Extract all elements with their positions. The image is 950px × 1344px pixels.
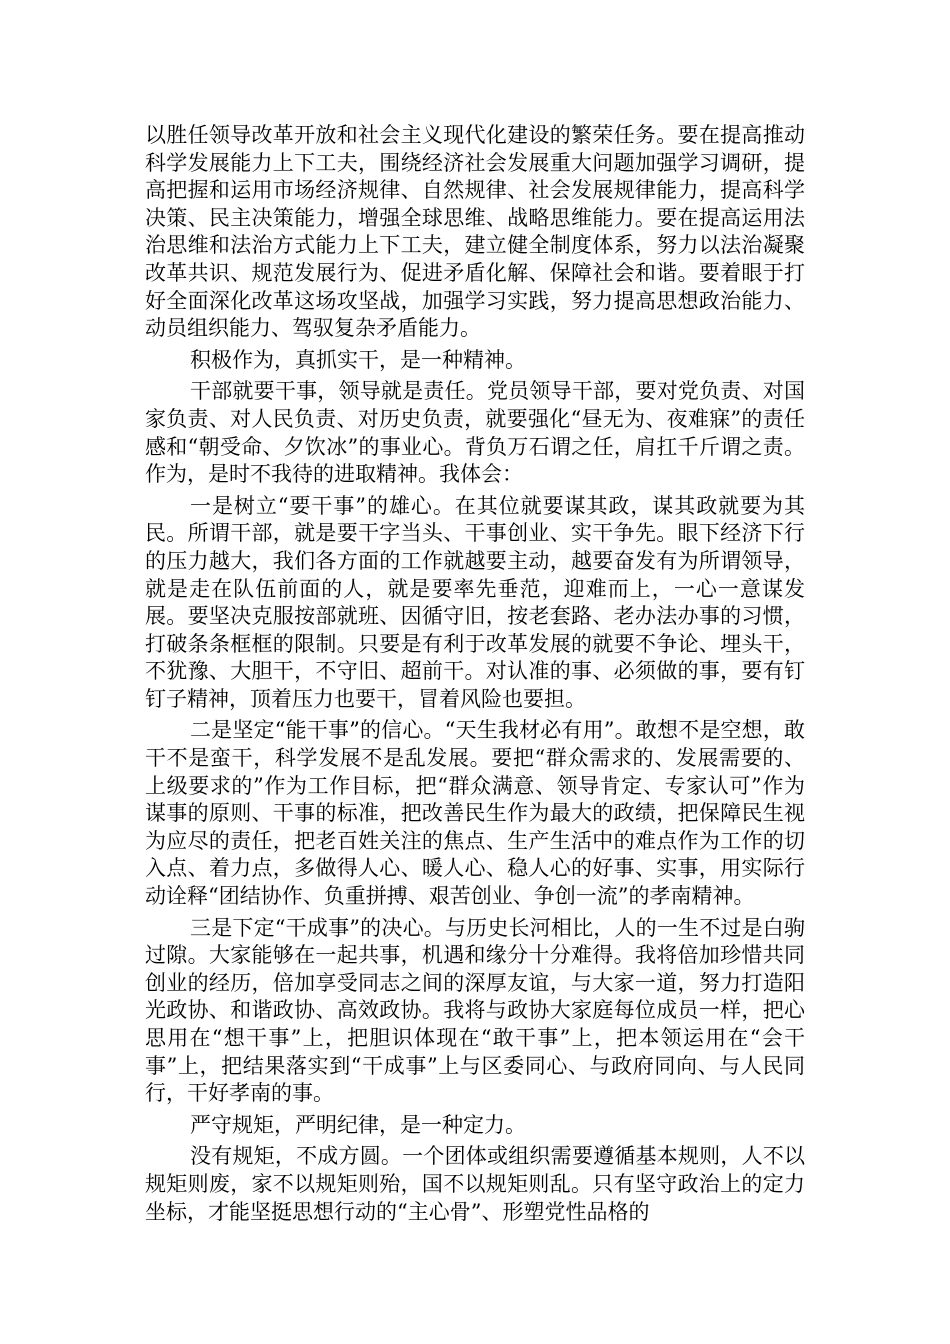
paragraph-4: 一是树立“要干事”的雄心。在其位就要谋其政，谋其政就要为其民。所谓干部，就是要干字当头、干事创业、实干争先。眼下经济下行的压力越大，我们各方面的工作就越要主动，越要奋发有为所谓领导，就是走在队伍前面的人，就是要率先垂范，迎难而上，一心一意谋发展。要坚决克服按部就班、因循守旧，按老套路、老办法办事的习惯，打破条条框框的限制。只要是有利于改革发展的就要不争论、埋头干，不犹豫、大胆干，不守旧、超前干。对认准的事、必须做的事，要有钉钉子精神，顶着压力也要干，冒着风险也要担。	[145, 493, 805, 711]
paragraph-2: 积极作为，真抓实干，是一种精神。	[190, 347, 526, 372]
paragraph-7: 严守规矩，严明纪律，是一种定力。	[190, 1112, 526, 1137]
paragraph-3: 干部就要干事，领导就是责任。党员领导干部，要对党负责、对国家负责、对人民负责、对历史负责，就要强化“昼无为、夜难寐”的责任感和“朝受命、夕饮冰”的事业心。背负万石谓之任，肩扛千斤谓之责。作为，是时不我待的进取精神。我体会：	[145, 379, 805, 487]
paragraph-6: 三是下定“干成事”的决心。与历史长河相比，人的一生不过是白驹过隙。大家能够在一起共事，机遇和缘分十分难得。我将倍加珍惜共同创业的经历，倍加享受同志之间的深厚友谊，与大家一道，努力打造阳光政协、和谐政协、高效政协。我将与政协大家庭每位成员一样，把心思用在“想干事”上，把胆识体现在“敢干事”上，把本领运用在“会干事”上，把结果落实到“干成事”上与区委同心、与政府同向、与人民同行，干好孝南的事。	[145, 915, 805, 1106]
paragraph-5: 二是坚定“能干事”的信心。“天生我材必有用”。敢想不是空想，敢干不是蛮干，科学发展不是乱发展。要把“群众需求的、发展需要的、上级要求的”作为工作目标，把“群众满意、领导肯定、专家认可”作为谋事的原则、干事的标准，把改善民生作为最大的政绩，把保障民生视为应尽的责任，把老百姓关注的焦点、生产生活中的难点作为工作的切入点、着力点，多做得人心、暖人心、稳人心的好事、实事，用实际行动诠释“团结协作、负重拼搏、艰苦创业、争创一流”的孝南精神。	[145, 718, 805, 909]
document-body	[145, 122, 805, 1230]
paragraph-8: 没有规矩，不成方圆。一个团体或组织需要遵循基本规则，人不以规矩则废，家不以规矩则殆，国不以规矩则乱。只有坚守政治上的定力坐标，才能坚挺思想行动的“主心骨”、形塑党性品格的	[145, 1144, 805, 1224]
paragraph-1: 以胜任领导改革开放和社会主义现代化建设的繁荣任务。要在提高推动科学发展能力上下工夫，围绕经济社会发展重大问题加强学习调研，提高把握和运用市场经济规律、自然规律、社会发展规律能力，提高科学决策、民主决策能力，增强全球思维、战略思维能力。要在提高运用法治思维和法治方式能力上下工夫，建立健全制度体系，努力以法治凝聚改革共识、规范发展行为、促进矛盾化解、保障社会和谐。要着眼于打好全面深化改革这场攻坚战，加强学习实践，努力提高思想政治能力、动员组织能力、驾驭复杂矛盾能力。	[145, 123, 805, 341]
